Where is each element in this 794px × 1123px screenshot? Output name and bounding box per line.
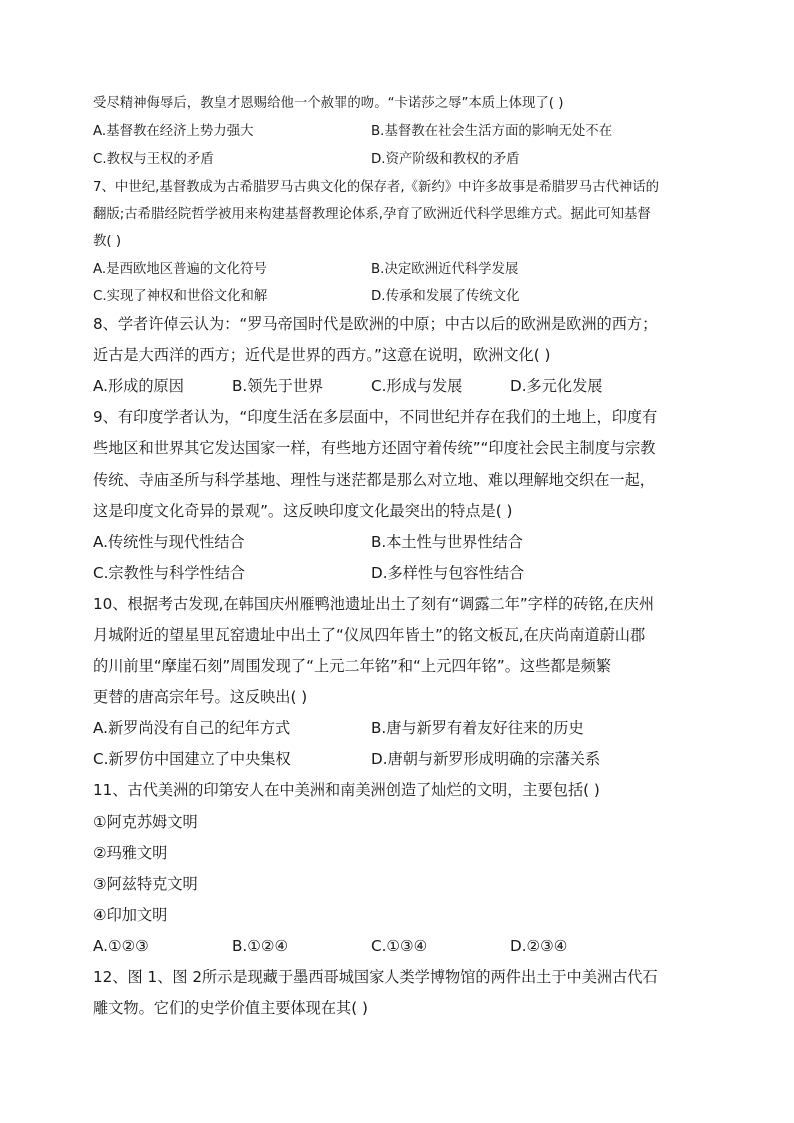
q11-item-1: ①阿克苏姆文明	[93, 813, 198, 831]
q8-option-d: D.多元化发展	[510, 377, 603, 395]
q10-option-d: D.唐朝与新罗形成明确的宗藩关系	[371, 750, 601, 768]
q12-stem-line-1: 12、图 1、图 2所示是现藏于墨西哥城国家人类学博物馆的两件出土于中美洲古代石	[93, 968, 658, 986]
q9-option-b: B.本土性与世界性结合	[371, 533, 523, 551]
q8-option-c: C.形成与发展	[371, 377, 463, 395]
q11-item-3: ③阿兹特克文明	[93, 875, 198, 893]
q11-item-2: ②玛雅文明	[93, 844, 168, 862]
q11-option-b: B.①②④	[232, 937, 289, 955]
q10-option-b: B.唐与新罗有着友好往来的历史	[371, 719, 584, 737]
q9-stem-line-4: 这是印度文化奇异的景观”。这反映印度文化最突出的特点是( )	[93, 502, 513, 520]
q9-stem-line-2: 些地区和世界其它发达国家一样，有些地方还固守着传统”“印度社会民主制度与宗教	[93, 439, 656, 457]
q11-stem-line-1: 11、古代美洲的印第安人在中美洲和南美洲创造了灿烂的文明，主要包括( )	[93, 781, 600, 799]
q11-option-d: D.②③④	[510, 937, 568, 955]
q10-stem-line-3: 的川前里“摩崖石刻”周围发现了“上元二年铭”和“上元四年铭”。这些都是频繁	[93, 657, 612, 675]
q9-option-d: D.多样性与包容性结合	[371, 564, 525, 582]
q6-stem-continuation: 受尽精神侮辱后，教皇才恩赐给他一个赦罪的吻。“卡诺莎之辱”本质上体现了( )	[93, 96, 564, 111]
q9-stem-line-1: 9、有印度学者认为，“印度生活在多层面中，不同世纪并存在我们的土地上，印度有	[93, 408, 658, 426]
q7-option-b: B.决定欧洲近代科学发展	[371, 262, 519, 277]
q7-stem-line-2: 翻版;古希腊经院哲学被用来构建基督教理论体系,孕育了欧洲近代科学思维方式。据此可知基督	[93, 207, 651, 222]
q11-option-c: C.①③④	[371, 937, 428, 955]
q10-option-a: A.新罗尚没有自己的纪年方式	[93, 719, 291, 737]
q6-option-b: B.基督教在社会生活方面的影响无处不在	[371, 124, 613, 139]
q8-stem-line-1: 8、学者许倬云认为：“罗马帝国时代是欧洲的中原；中古以后的欧洲是欧洲的西方；	[93, 315, 658, 333]
q8-option-a: A.形成的原因	[93, 377, 184, 395]
q7-stem-line-1: 7、中世纪,基督教成为古希腊罗马古典文化的保存者,《新约》中许多故事是希腊罗马古代神话的	[93, 180, 660, 195]
q11-option-a: A.①②③	[93, 937, 149, 955]
q9-option-c: C.宗教性与科学性结合	[93, 564, 246, 582]
q6-option-a: A.基督教在经济上势力强大	[93, 124, 254, 139]
q9-stem-line-3: 传统、寺庙圣所与科学基地、理性与迷茫都是那么对立地、难以理解地交织在一起，	[93, 471, 655, 489]
q6-option-d: D.资产阶级和教权的矛盾	[371, 152, 520, 167]
q7-option-d: D.传承和发展了传统文化	[371, 289, 520, 304]
q12-stem-line-2: 雕文物。它们的史学价值主要体现在其( )	[93, 999, 368, 1017]
q8-stem-line-2: 近古是大西洋的西方；近代是世界的西方。”这意在说明，欧洲文化( )	[93, 346, 551, 364]
q10-stem-line-4: 更替的唐高宗年号。这反映出( )	[93, 688, 308, 706]
q6-option-c: C.教权与王权的矛盾	[93, 152, 214, 167]
q8-option-b: B.领先于世界	[232, 377, 324, 395]
q9-option-a: A.传统性与现代性结合	[93, 533, 245, 551]
q10-stem-line-2: 月城附近的望星里瓦窑遗址中出土了“仪凤四年皆土”的铭文板瓦,在庆尚南道蔚山郡	[93, 626, 646, 644]
q11-item-4: ④印加文明	[93, 906, 168, 924]
q7-option-a: A.是西欧地区普遍的文化符号	[93, 262, 267, 277]
q7-stem-line-3: 教( )	[93, 234, 122, 249]
q7-option-c: C.实现了神权和世俗文化和解	[93, 289, 268, 304]
q10-stem-line-1: 10、根据考古发现,在韩国庆州雁鸭池遗址出土了刻有“调露二年”字样的砖铭,在庆州	[93, 595, 655, 613]
q10-option-c: C.新罗仿中国建立了中央集权	[93, 750, 291, 768]
